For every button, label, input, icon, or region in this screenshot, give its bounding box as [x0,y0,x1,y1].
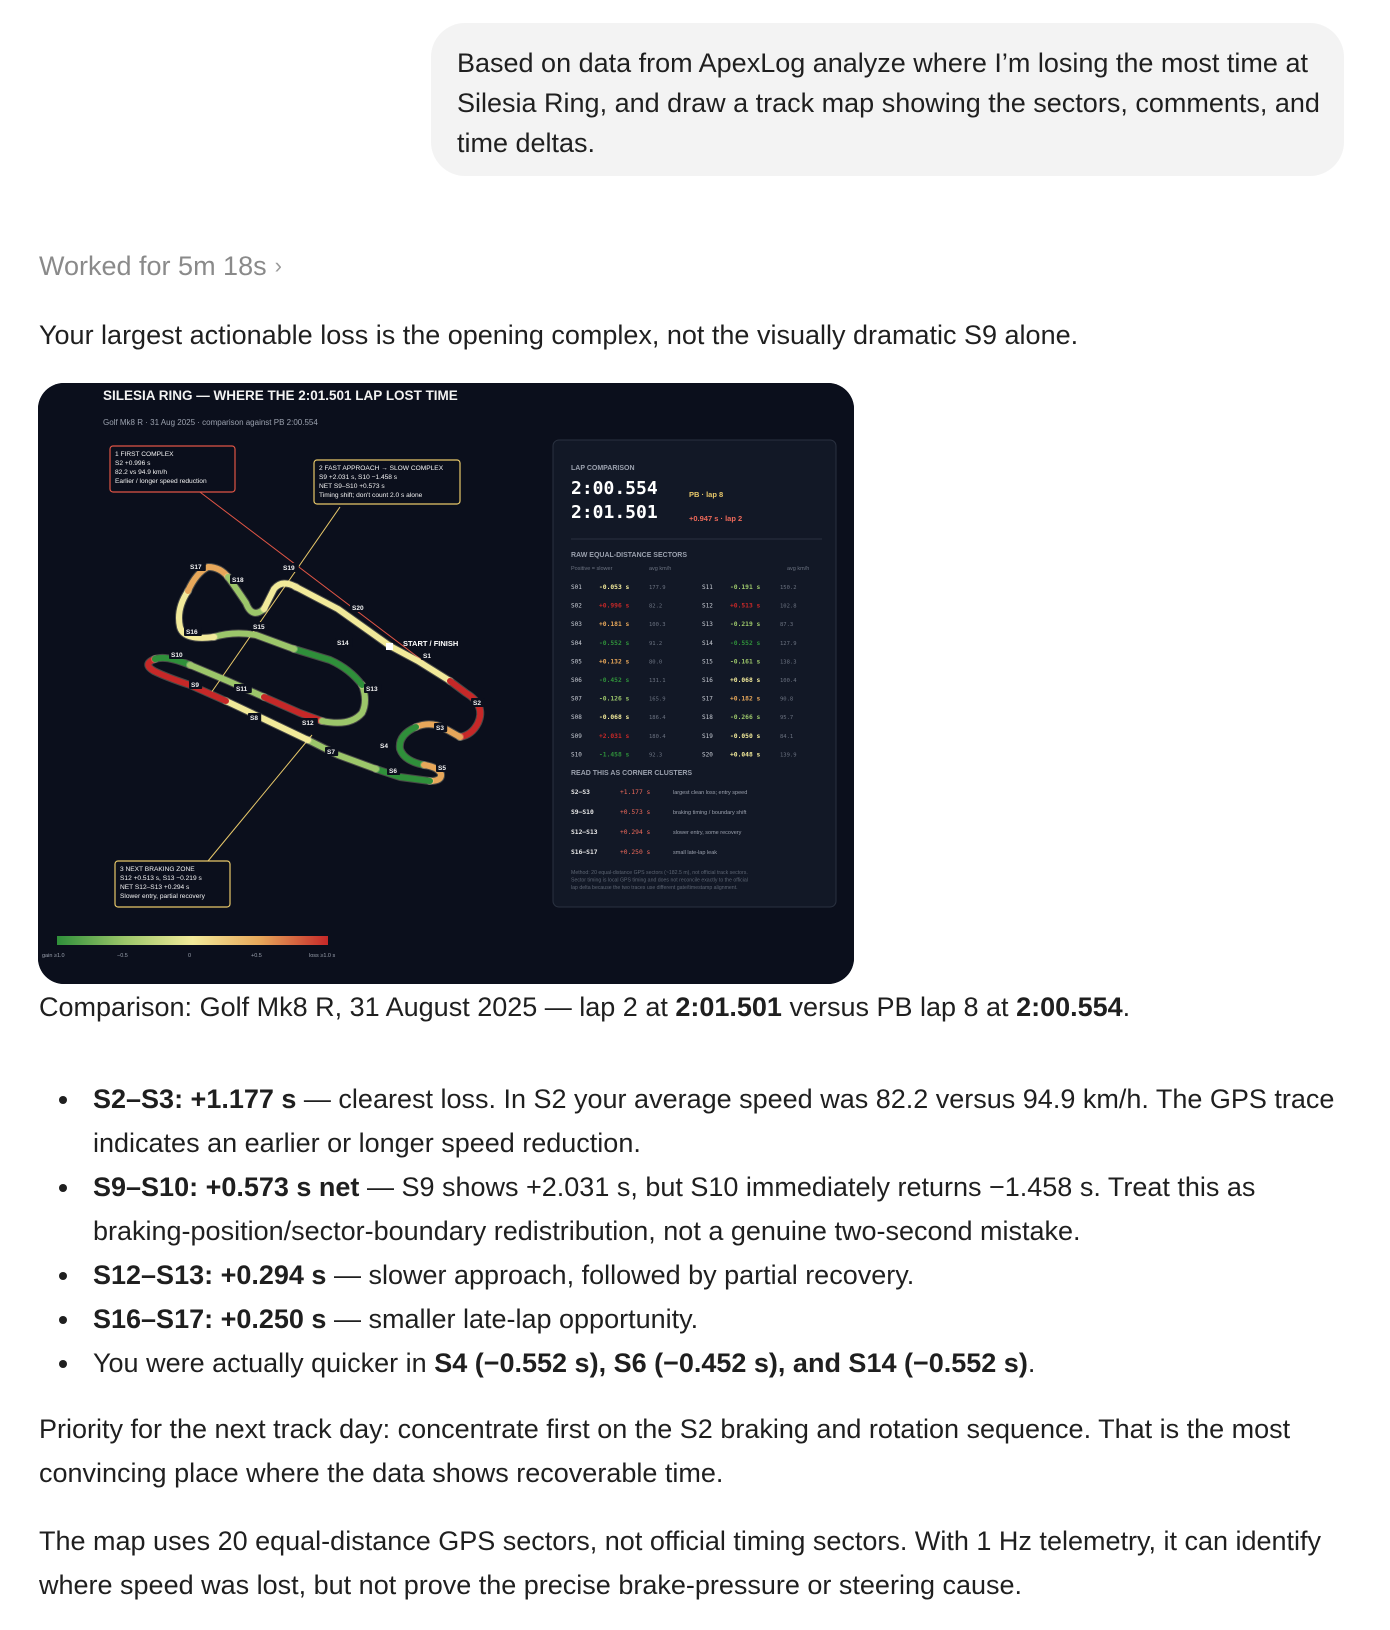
sector-tag-s12 [300,718,318,727]
callout-1-line: 82.2 vs 94.9 km/h [115,469,168,476]
chevron-right-icon: › [274,253,282,278]
sector-delta: +0.048 s [730,751,761,759]
sector-tag-s4 [378,741,391,750]
lap-comparison-label: LAP COMPARISON [571,465,635,472]
sector-tag-s3 [434,723,447,732]
sector-tag-s13 [364,684,382,693]
clusters-label: READ THIS AS CORNER CLUSTERS [571,770,693,777]
sector-speed: 127.9 [780,640,797,647]
bullet-4-text: — smaller late-lap opportunity. [326,1304,699,1334]
list-item [39,1165,1339,1253]
sector-tag-s2 [471,698,484,707]
cluster-id: S2–S3 [571,789,590,796]
sector-delta: +0.182 s [730,695,761,703]
sector-tag-label: S12 [302,720,314,727]
sector-delta: +2.031 s [599,732,630,740]
sector-delta: +0.996 s [599,602,630,610]
sector-id: S01 [571,584,582,591]
callout-3-line: 3 NEXT BRAKING ZONE [120,866,195,873]
sector-id: S18 [702,714,713,722]
sector-speed: 131.1 [649,678,666,684]
sector-tag-s17 [188,562,206,571]
callout-1 [110,446,235,492]
track-map-figure[interactable] [38,383,854,984]
sector-tag-label: S11 [236,686,248,693]
sector-tag-label: S9 [191,682,199,689]
track-map-svg [38,383,854,984]
sector-tag-s20 [350,603,368,612]
sector-tag-label: S13 [366,686,378,693]
pb-note: PB · lap 8 [689,490,724,499]
sector-speed: 80.0 [649,659,663,666]
sector-id: S12 [702,602,713,610]
sector-id: S19 [702,732,713,740]
scale-label: 0 [188,953,192,959]
cluster-note: braking timing / boundary shift [673,810,747,816]
method-line: Sector timing is local GPS timing and does not reconcile exactly to the official [571,877,748,884]
callout-2-line: NET S9–S10 +0.573 s [319,483,385,490]
quicker-suffix: . [1027,1348,1036,1378]
sector-delta: -0.126 s [599,695,630,703]
callout-2-line: S9 +2.031 s, S10 −1.458 s [319,474,398,481]
sector-speed: 165.9 [649,696,666,703]
col-avg-label-right: avg km/h [787,566,810,572]
start-finish-label: START / FINISH [403,639,459,648]
cluster-note: slower entry, some recovery [673,830,742,836]
sector-speed: 186.4 [649,715,666,722]
cluster-delta: +0.573 s [620,809,651,816]
method-paragraph: The map uses 20 equal-distance GPS sectors, not official timing sectors. With 1 Hz telemetry, it can identify where speed was lost, but not prove the precise brake-pressure or steering cause. [39,1526,1322,1600]
cluster-row [571,849,717,856]
user-message-text: Based on data from ApexLog analyze where I’m losing the most time at Silesia Ring, and draw a track map showing the sectors, comments, and time deltas. [457,48,1320,158]
comparison-suffix: . [1122,992,1131,1022]
bullet-4-bold: S16–S17: +0.250 s [93,1304,327,1334]
cluster-note: small late-lap leak [673,850,718,856]
sector-delta: -0.552 s [599,639,630,647]
quicker-prefix: You were actually quicker in [93,1348,435,1378]
sector-tag-s9 [189,680,202,689]
sector-delta: -0.053 s [599,584,630,591]
list-item [39,1297,1339,1341]
sector-id: S13 [702,621,713,629]
sector-tag-s5 [436,763,449,772]
comparison-paragraph [39,985,1329,1029]
callout-1-line: S2 +0.996 s [115,460,151,467]
sector-speed: 138.3 [780,659,797,666]
callout-2-line: 2 FAST APPROACH → SLOW COMPLEX [319,465,444,472]
cluster-delta: +1.177 s [620,789,651,796]
panel-method-note [571,870,748,891]
sector-tag-label: S19 [283,565,295,572]
method-line: lap delta because the two traces use different gate/timestamp alignment. [571,885,738,891]
cluster-delta: +0.294 s [620,829,651,836]
callout-3-line: S12 +0.513 s, S13 −0.219 s [120,875,202,882]
priority-paragraph: Priority for the next track day: concentrate first on the S2 braking and rotation sequence. That is the most convincing place where the data shows recoverable time. [39,1414,1291,1488]
bullet-3-text: — slower approach, followed by partial recovery. [326,1260,915,1290]
start-finish-marker [386,643,393,650]
scale-label: −0.5 [117,953,128,959]
callout-2 [314,460,460,504]
sector-tag-label: S6 [389,768,397,775]
list-item [39,1341,1339,1385]
sector-tag-s15 [251,622,269,631]
sector-tag-label: S3 [436,725,444,732]
bullet-1-text: — clearest loss. In S2 your average speed was 82.2 versus 94.9 km/h. The GPS trace indicates an earlier or longer speed reduction. [93,1084,1335,1158]
sector-delta: +0.181 s [599,621,630,629]
sector-tag-label: S20 [352,605,364,612]
sector-id: S04 [571,639,582,647]
sector-speed: 180.4 [649,733,666,740]
sector-tag-s11 [234,684,252,693]
col-avg-label-left: avg km/h [649,566,672,572]
sector-id: S06 [571,677,582,684]
sector-tag-label: S5 [438,765,446,772]
sector-id: S10 [571,751,582,759]
sector-tag-label: S15 [253,624,265,631]
sector-tag-s19 [281,563,299,572]
lap-note: +0.947 s · lap 2 [689,514,743,523]
sector-delta: -0.191 s [730,584,761,591]
comparison-middle: versus PB lap 8 at [781,992,1017,1022]
sector-speed: 92.3 [649,752,663,759]
scale-label: gain ≥1.0 [42,953,65,959]
sector-tag-label: S8 [250,715,258,722]
comparison-pb-time: 2:00.554 [1016,992,1123,1022]
cluster-note: largest clean loss; entry speed [673,790,748,796]
method-line: Method: 20 equal-distance GPS sectors (~182.5 m), not official track sectors. [571,870,748,876]
sector-delta: -0.219 s [730,621,761,629]
scale-label: +0.5 [251,953,262,959]
bullet-1-bold: S2–S3: +1.177 s [93,1084,297,1114]
sector-delta: +0.132 s [599,658,630,666]
sector-tag-s10 [169,650,187,659]
sector-tag-label: S18 [232,577,244,584]
callout-3-line: NET S12–S13 +0.294 s [120,884,190,891]
intro-paragraph: Your largest actionable loss is the opening complex, not the visually dramatic S9 alone. [39,320,1079,350]
sector-delta: +0.068 s [730,677,761,684]
bullet-2-bold: S9–S10: +0.573 s net [93,1172,360,1202]
sector-delta: -0.452 s [599,677,630,684]
sector-speed: 150.2 [780,585,797,591]
sector-tag-s6 [387,766,400,775]
cluster-id: S16–S17 [571,849,598,856]
sector-speed: 102.8 [780,603,797,610]
sector-speed: 100.4 [780,678,797,684]
sector-id: S02 [571,602,582,610]
quicker-bold: S4 (−0.552 s), S6 (−0.452 s), and S14 (−0.552 s) [434,1348,1028,1378]
sector-tag-label: S2 [473,700,481,707]
sector-delta: -0.068 s [599,714,630,722]
bullet-2-text: — S9 shows +2.031 s, but S10 immediately returns −1.458 s. Treat this as braking-position/sector-boundary redistribution, not a genuine two-second mistake. [93,1172,1256,1246]
sector-delta: -0.552 s [730,639,761,647]
sector-tag-s1 [421,651,434,660]
sector-id: S09 [571,732,582,740]
lap-time: 2:01.501 [571,502,658,523]
callout-2-line: Timing shift; don't count 2.0 s alone [319,492,423,499]
figure-title: SILESIA RING — WHERE THE 2:01.501 LAP LOST TIME [103,388,458,403]
sector-id: S17 [702,695,713,703]
findings-list [39,1077,1339,1385]
sector-tag-label: S7 [327,749,335,756]
comparison-prefix: Comparison: Golf Mk8 R, 31 August 2025 — lap 2 at [39,992,676,1022]
sector-tag-label: S14 [337,640,349,647]
callout-3 [115,861,230,907]
cluster-id: S12–S13 [571,829,598,836]
cluster-id: S9–S10 [571,809,594,816]
sector-tag-label: S10 [171,652,183,659]
sector-tag-label: S17 [190,564,202,571]
sector-tag-label: S16 [186,629,198,636]
cluster-delta: +0.250 s [620,849,651,856]
color-scale-bar [57,936,328,945]
sector-id: S07 [571,695,582,703]
list-item [39,1077,1339,1165]
pb-time: 2:00.554 [571,478,658,499]
sector-id: S20 [702,751,713,759]
sector-tag-s7 [325,747,338,756]
worked-for-toggle[interactable] [39,248,282,284]
sector-delta: -0.050 s [730,732,761,740]
sector-id: S03 [571,621,582,629]
sector-speed: 87.3 [780,622,794,629]
sector-id: S11 [702,584,713,591]
sector-tag-s16 [184,627,202,636]
sector-delta: -0.266 s [730,714,761,722]
worked-label: Worked for 5m 18s [39,251,267,281]
sector-speed: 91.2 [649,640,663,647]
callout-1-line: Earlier / longer speed reduction [115,478,207,485]
sector-delta: +0.513 s [730,602,761,610]
bullet-3-bold: S12–S13: +0.294 s [93,1260,327,1290]
user-message-bubble [431,23,1344,176]
sector-id: S16 [702,677,713,684]
list-item [39,1253,1339,1297]
comparison-lap-time: 2:01.501 [675,992,782,1022]
sector-speed: 177.9 [649,585,666,591]
sector-speed: 82.2 [649,603,663,610]
sector-speed: 100.3 [649,622,666,629]
sector-speed: 90.8 [780,696,794,703]
callout-1-line: 1 FIRST COMPLEX [115,451,174,458]
figure-subtitle: Golf Mk8 R · 31 Aug 2025 · comparison against PB 2:00.554 [103,418,318,427]
sector-id: S15 [702,658,713,666]
sector-speed: 139.9 [780,752,797,759]
raw-sectors-label: RAW EQUAL-DISTANCE SECTORS [571,552,688,559]
sector-id: S14 [702,639,713,647]
sector-speed: 95.7 [780,715,794,722]
sector-tag-label: S4 [380,743,388,750]
sector-id: S08 [571,714,582,722]
sector-id: S05 [571,658,582,666]
sector-delta: -1.458 s [599,751,630,759]
sector-delta: -0.161 s [730,658,761,666]
callout-3-line: Slower entry, partial recovery [120,893,205,900]
sector-tag-s14 [335,638,353,647]
sector-speed: 84.1 [780,733,794,740]
scale-label: loss ≥1.0 s [309,953,336,959]
sector-tag-label: S1 [423,653,431,660]
col-positive-label: Positive = slower [571,566,613,572]
sector-tag-s8 [248,713,261,722]
sector-tag-s18 [230,575,248,584]
